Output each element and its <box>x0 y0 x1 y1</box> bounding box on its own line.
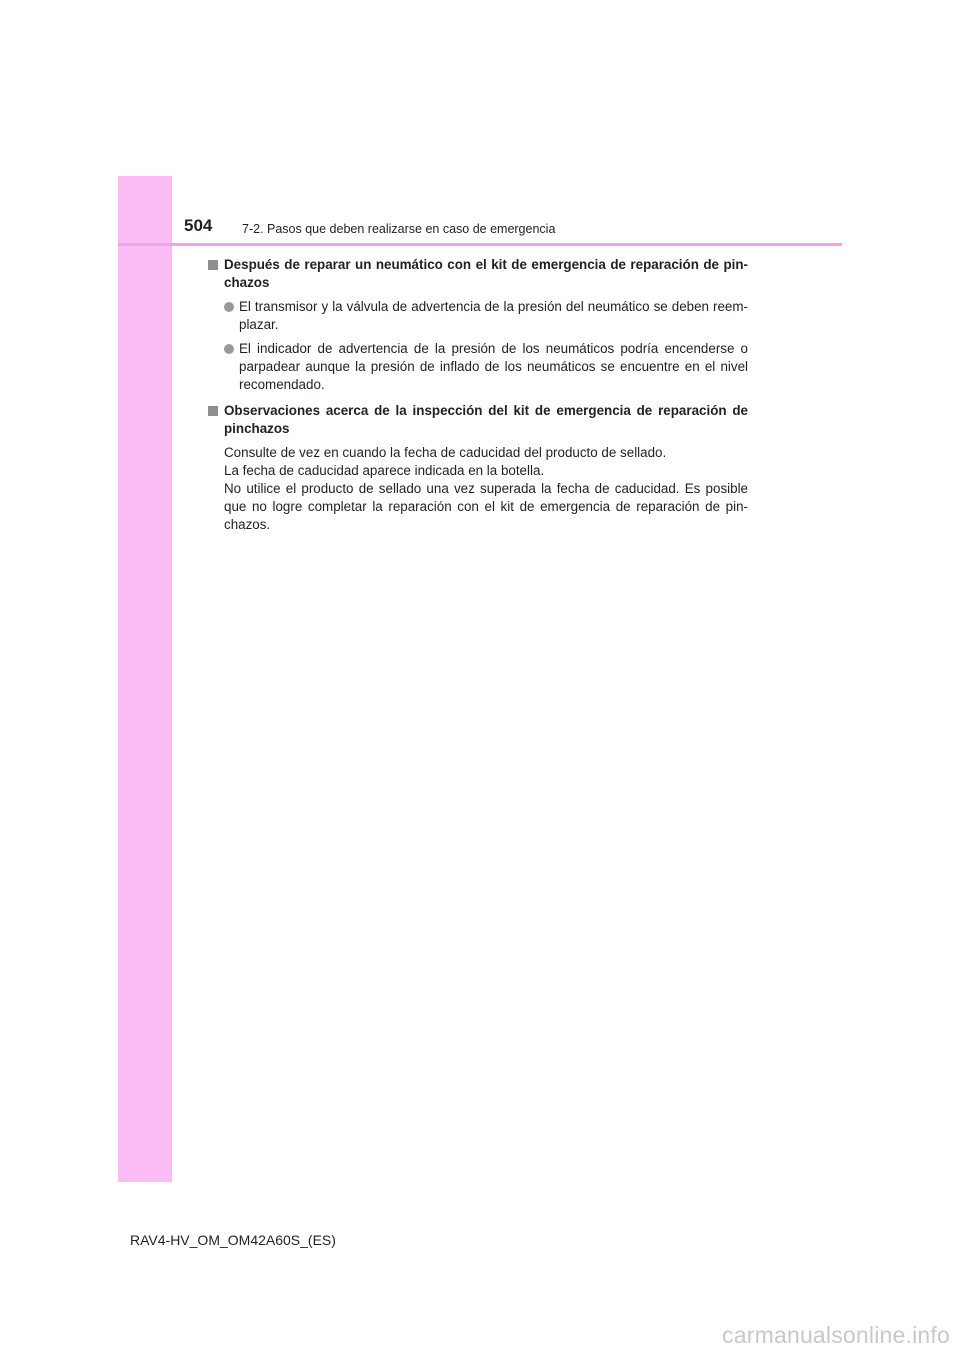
section-heading <box>208 402 748 438</box>
square-bullet-icon <box>208 260 218 270</box>
paragraph-line: Consulte de vez en cuando la fecha de caducidad del producto de sellado. <box>224 445 667 460</box>
list-item-text: El transmisor y la válvula de advertencia de la presión del neumático se deben reem-plazar. <box>239 299 748 332</box>
watermark-text: carmanualsonline.info <box>722 1322 950 1348</box>
document-code: RAV4-HV_OM_OM42A60S_(ES) <box>130 1232 336 1248</box>
section-paragraph <box>224 444 748 534</box>
page-number: 504 <box>184 216 213 235</box>
list-item <box>224 298 748 334</box>
circle-bullet-icon <box>224 302 234 312</box>
heading-text: Después de reparar un neumático con el kit de emergencia de reparación de pin-chazos <box>224 257 748 290</box>
heading-text: Observaciones acerca de la inspección del kit de emergencia de reparación de pinchazos <box>224 403 748 436</box>
list-item-text: El indicador de advertencia de la presión de los neumáticos podría encenderse o parpadear aunque la presión de inflado de los neumáticos se encuentre en el nivel recomendado. <box>239 341 748 392</box>
side-tab-band <box>118 176 172 1182</box>
circle-bullet-icon <box>224 344 234 354</box>
square-bullet-icon <box>208 406 218 416</box>
header-divider <box>118 243 842 246</box>
paragraph-line: La fecha de caducidad aparece indicada en la botella. <box>224 463 545 478</box>
paragraph-line: No utilice el producto de sellado una vez superada la fecha de caducidad. Es posible que no logre completar la reparación con el kit de emergencia de reparación de pin-chazos. <box>224 481 748 532</box>
section-title: 7-2. Pasos que deben realizarse en caso de emergencia <box>242 222 556 236</box>
section-heading <box>208 256 748 292</box>
list-item <box>224 340 748 394</box>
page-content <box>208 256 748 534</box>
